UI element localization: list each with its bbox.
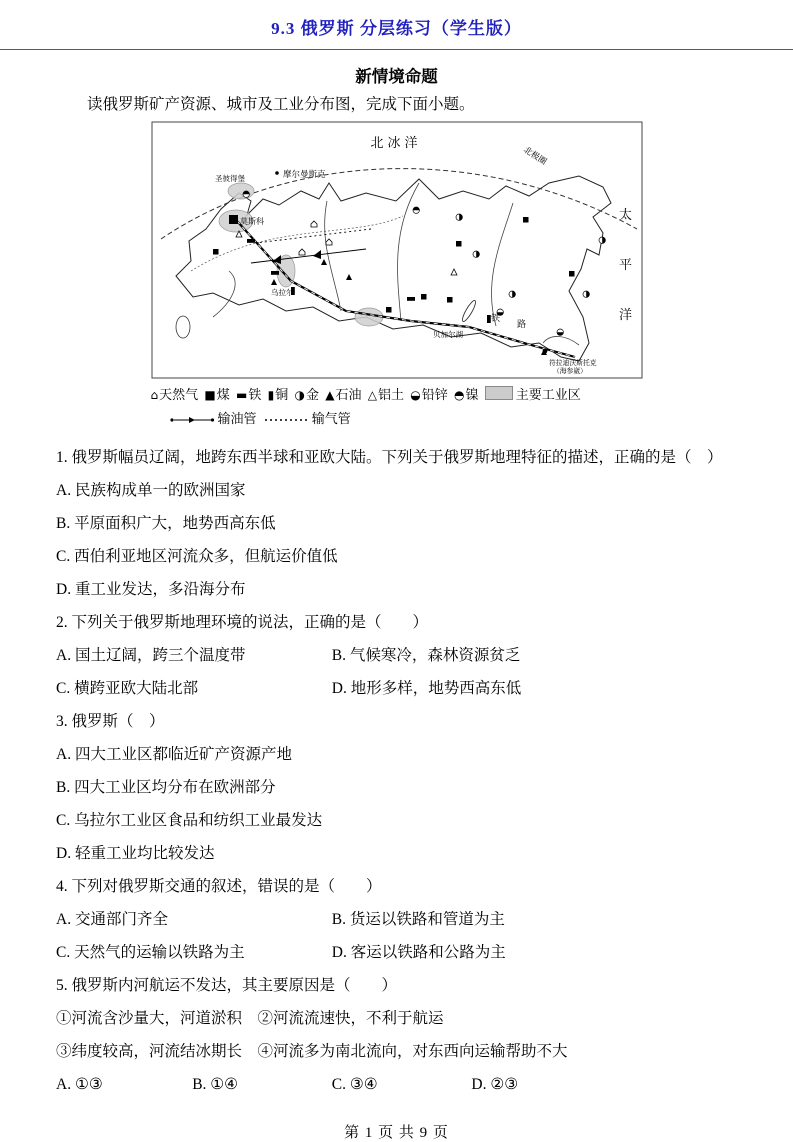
question-4 — [56, 870, 737, 969]
legend-row-minerals — [151, 383, 643, 407]
section-title: 新情境命题 — [355, 67, 438, 86]
option-a: A. 交通部门齐全 — [56, 911, 168, 928]
label-pacific-1: 太 — [618, 207, 632, 222]
statement-line-1: ①河流含沙量大，河道淤积 ②河流流速快，不利于航运 — [56, 1010, 444, 1027]
question-3 — [56, 705, 737, 870]
legend-label: 天然气 — [159, 387, 199, 402]
legend-label: 输油管 — [217, 411, 257, 426]
label-railway-2: 路 — [516, 319, 526, 329]
label-pacific-3: 洋 — [618, 307, 632, 322]
statement-line-2: ③纬度较高，河流结冰期长 ④河流多为南北流向，对东西向运输帮助不大 — [56, 1043, 568, 1060]
legend-label: 铅锌 — [421, 387, 448, 402]
question-stem: 5. 俄罗斯内河航运不发达，其主要原因是（ ） — [56, 977, 398, 994]
option-d: D. 轻重工业均比较发达 — [56, 845, 215, 862]
gold-icon: ◑ — [294, 388, 305, 402]
label-baikal: 贝加尔湖 — [432, 330, 463, 339]
legend-label: 金 — [305, 387, 319, 402]
option-b: B. 气候寒冷，森林资源贫乏 — [331, 647, 521, 664]
question-stem: 2. 下列关于俄罗斯地理环境的说法，正确的是（ ） — [56, 614, 429, 631]
legend-item-nickel — [454, 387, 479, 402]
legend-item-lead-zinc — [410, 387, 448, 402]
option-b: B. ①④ — [192, 1076, 239, 1093]
natural-gas-icon: ⌂ — [150, 388, 159, 402]
option-a: A. 民族构成单一的欧洲国家 — [56, 482, 246, 499]
label-ural: 乌拉尔 — [270, 288, 293, 297]
legend-label: 石油 — [335, 387, 362, 402]
questions-section — [56, 441, 737, 1101]
legend-item-iron — [236, 387, 261, 402]
legend-item-copper — [268, 387, 289, 402]
label-murmansk: 摩尔曼斯克 — [282, 169, 326, 179]
options-grid — [56, 639, 737, 705]
option-c: C. 天然气的运输以铁路为主 — [56, 944, 245, 961]
legend-label: 铁 — [248, 387, 262, 402]
question-stem: 3. 俄罗斯（ ） — [56, 713, 165, 730]
nickel-icon: ◓ — [453, 388, 465, 402]
label-railway-1: 铁 — [490, 313, 500, 323]
option-c: C. 横跨亚欧大陆北部 — [56, 680, 199, 697]
option-a: A. ①③ — [56, 1076, 103, 1093]
legend-label: 铝土 — [377, 387, 404, 402]
legend-item-coal — [204, 387, 229, 402]
gas-pipeline-icon — [263, 415, 309, 425]
legend-label: 铜 — [275, 387, 289, 402]
option-b: B. 四大工业区均分布在欧洲部分 — [56, 779, 276, 796]
option-b: B. 货运以铁路和管道为主 — [331, 911, 505, 928]
legend-item-oil — [325, 387, 361, 402]
legend-row-pipelines — [151, 407, 643, 431]
legend-label: 输气管 — [311, 411, 351, 426]
oil-pipeline-icon — [169, 415, 215, 425]
legend-label: 主要工业区 — [515, 387, 581, 402]
page-header — [0, 0, 793, 50]
question-2 — [56, 606, 737, 705]
legend-label: 煤 — [216, 387, 230, 402]
copper-icon: ▮ — [267, 388, 275, 402]
option-c: C. ③④ — [331, 1076, 378, 1093]
legend-item-bauxite — [368, 387, 404, 402]
industrial-area-swatch — [485, 386, 513, 400]
question-1 — [56, 441, 737, 606]
option-c: C. 西伯利亚地区河流众多，但航运价值低 — [56, 548, 338, 565]
label-arctic-circle: 北极圈 — [521, 144, 549, 167]
murmansk-marker — [275, 171, 279, 175]
label-vladivostok-2: （海参崴） — [552, 368, 587, 375]
intro-text: 读俄罗斯矿产资源、城市及工业分布图，完成下面小题。 — [87, 96, 475, 113]
label-pacific-2: 平 — [618, 257, 632, 272]
moscow-marker — [229, 215, 238, 224]
question-5 — [56, 969, 737, 1101]
option-c: C. 乌拉尔工业区食品和纺织工业最发达 — [56, 812, 323, 829]
coal-icon: ■ — [204, 388, 216, 402]
question-stem: 4. 下列对俄罗斯交通的叙述，错误的是（ ） — [56, 878, 382, 895]
option-d: D. 重工业发达，多沿海分布 — [56, 581, 246, 598]
oil-icon: ▲ — [325, 388, 335, 402]
option-d: D. ②③ — [471, 1076, 519, 1093]
option-b: B. 平原面积广大，地势西高东低 — [56, 515, 276, 532]
legend-item-industrial-area — [485, 387, 581, 402]
caspian-sea — [176, 316, 190, 338]
page-footer: 第 1 页 共 9 页 — [344, 1125, 449, 1141]
iron-icon: ▬ — [236, 388, 248, 402]
legend-item-gold — [294, 387, 319, 402]
option-d: D. 客运以铁路和公路为主 — [331, 944, 506, 961]
map-figure — [151, 121, 643, 431]
legend-item-gas-pipeline — [263, 411, 351, 426]
label-st-petersburg: 圣彼得堡 — [214, 174, 245, 183]
option-a: A. 国土辽阔，跨三个温度带 — [56, 647, 246, 664]
page-title: 9.3 俄罗斯 分层练习（学生版） — [271, 19, 522, 38]
options-grid — [56, 903, 737, 969]
page-content — [0, 63, 793, 1142]
legend-item-natural-gas — [151, 387, 199, 402]
label-arctic-ocean: 北冰洋 — [369, 135, 422, 150]
map-legend — [151, 383, 643, 431]
option-a: A. 四大工业区都临近矿产资源产地 — [56, 746, 292, 763]
option-d: D. 地形多样，地势西高东低 — [331, 680, 522, 697]
legend-label: 镍 — [465, 387, 479, 402]
label-vladivostok-1: 符拉迪沃斯托克 — [548, 360, 597, 367]
bauxite-icon: △ — [367, 388, 377, 402]
lead-zinc-icon: ◒ — [410, 388, 421, 402]
options-grid — [56, 1068, 737, 1101]
legend-item-oil-pipeline — [169, 411, 260, 426]
question-stem: 1. 俄罗斯幅员辽阔，地跨东西半球和亚欧大陆。下列关于俄罗斯地理特征的描述，正确的是（ ） — [56, 449, 723, 466]
russia-map — [151, 121, 643, 379]
label-moscow: 莫斯科 — [239, 217, 264, 226]
